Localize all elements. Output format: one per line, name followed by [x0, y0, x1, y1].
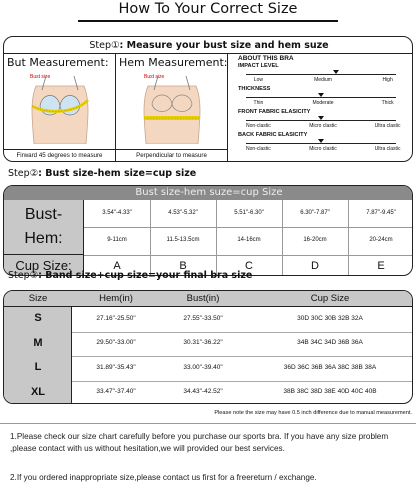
about-section-label: IMPACT LEVEL	[238, 63, 279, 69]
about-level-bar	[246, 97, 396, 98]
step2-label: Step②	[8, 168, 39, 179]
row-divider	[84, 255, 413, 256]
about-section-label: BACK FABRIC ELASICITY	[238, 132, 308, 138]
bust-measurement-caption: Firward 45 degrees to measure	[4, 149, 115, 159]
page-title-wrap	[0, 0, 416, 22]
cup-letter-cell: A	[113, 260, 121, 272]
hem-range-cell: 9-11cm	[107, 237, 127, 243]
cup-size-cell: 36D 36C 36B 36A 38C 38B 38A	[283, 363, 377, 371]
about-level-label: Medium	[314, 77, 332, 83]
cup-letter-cell: C	[245, 260, 253, 272]
cup-size-cell: 38B 38C 38D 38E 40D 40C 40B	[283, 388, 377, 396]
about-level-marker	[318, 116, 324, 120]
about-section	[238, 109, 408, 129]
hem-cell: 33.47"-37.40"	[96, 388, 136, 396]
hem-measurement-caption: Perpendicular to measure	[116, 149, 227, 159]
bust-range-cell: 5.51"-6.30"	[234, 210, 264, 216]
size-chart-table	[3, 290, 413, 404]
header-size: Size	[28, 293, 48, 304]
hem-range-cell: 16-20cm	[303, 237, 327, 243]
bust-cell: 27.55"-33.50"	[183, 314, 223, 322]
step2-heading	[8, 168, 196, 179]
step2-heading-text: : Bust size-hem size=cup size	[38, 168, 197, 179]
section-separator	[0, 423, 416, 424]
bust-hem-label	[4, 200, 84, 255]
hem-range-cell: 11.5-13.5cm	[166, 237, 200, 243]
cup-size-cell: 30D 30C 30B 32B 32A	[297, 314, 363, 322]
about-section	[238, 63, 408, 83]
about-level-label: Non-clastic	[246, 123, 271, 129]
cup-formula-band: Bust size-hem suze=cup Size	[4, 186, 413, 200]
hem-cell: 31.89"-35.43"	[96, 363, 136, 371]
step3-heading-text: : Band size+cup size=your final bra size	[38, 270, 253, 281]
about-level-label: Non-clastic	[246, 146, 271, 152]
bust-measurement-title: But Measurement:	[7, 56, 109, 69]
about-level-label: Low	[253, 77, 263, 83]
cup-letter-cell: E	[377, 260, 385, 272]
about-this-bra	[238, 55, 408, 159]
step1-heading	[4, 40, 413, 51]
bust-cell: 33.00"-39.40"	[183, 363, 223, 371]
row-divider	[84, 227, 413, 228]
about-section-label: FRONT FABRIC ELASICITY	[238, 109, 311, 115]
hem-size-tag: Bust size	[144, 74, 165, 80]
measurement-note: Please note the size may have 0.5 inch difference due to manual measurement.	[214, 410, 412, 416]
column-divider	[150, 200, 151, 276]
about-level-label: Thick	[381, 100, 394, 106]
bust-range-cell: 7.87"-9.45"	[366, 210, 396, 216]
about-level-marker	[333, 70, 339, 74]
hem-figure-illustration	[124, 70, 220, 144]
column-divider	[282, 200, 283, 276]
hem-range-cell: 14-16cm	[237, 237, 261, 243]
step1-label: Step①	[89, 40, 120, 51]
about-level-marker	[318, 139, 324, 143]
about-level-label: Micro clastic	[309, 123, 337, 129]
step3-label: Step③	[8, 270, 39, 281]
step1-panel	[3, 36, 413, 162]
step3-heading	[8, 270, 252, 281]
about-level-label: Thin	[253, 100, 264, 106]
table-row-divider	[72, 332, 413, 333]
cup-letter-cell: B	[179, 260, 187, 272]
header-cup-size: Cup Size	[310, 293, 350, 304]
bust-cell: 34.43"-42.52"	[183, 388, 223, 396]
bust-figure-illustration	[12, 70, 108, 144]
cup-size-label: Cup Size:	[4, 255, 84, 276]
size-chart-header	[4, 291, 413, 307]
table-row-divider	[72, 356, 413, 357]
about-section	[238, 132, 408, 152]
about-level-label: Moderate	[312, 100, 334, 106]
size-cell: M	[33, 336, 43, 349]
column-divider	[348, 200, 349, 276]
bust-cell: 30.31"-36.22"	[183, 339, 223, 347]
size-cell: XL	[30, 385, 46, 398]
header-bust: Bust(in)	[186, 293, 220, 304]
about-level-label: Ultra clastic	[374, 123, 401, 129]
cup-size-cell: 34B 34C 34D 36B 36A	[297, 339, 363, 347]
bust-range-cell: 6.30"-7.87"	[300, 210, 330, 216]
hem-measurement	[116, 54, 228, 162]
size-cell: S	[34, 312, 42, 325]
hem-measurement-title: Hem Measurement:	[119, 56, 228, 69]
size-advice-paragraph: 1.Please check our size chart carefully before you purchase our sports bra. If you have any size problem ,please contact with us without hesitation,we will provided our best services.	[10, 432, 389, 453]
size-cell: L	[34, 361, 42, 374]
about-level-bar	[246, 74, 396, 75]
header-hem: Hem(in)	[99, 293, 133, 304]
about-level-label: High	[382, 77, 393, 83]
about-level-bar	[246, 143, 396, 144]
bust-measurement	[4, 54, 116, 162]
about-section	[238, 86, 408, 106]
about-level-marker	[318, 93, 324, 97]
hem-range-cell: 20-24cm	[369, 237, 393, 243]
step1-heading-text: : Measure your bust size and hem suze	[119, 40, 329, 51]
cup-letter-cell: D	[311, 260, 319, 272]
bust-size-tag: Bust size	[30, 74, 51, 80]
about-level-label: Micro clastic	[309, 146, 337, 152]
page-title: How To Your Correct Size	[118, 1, 298, 17]
about-section-label: THICKNESS	[238, 86, 271, 92]
column-divider	[216, 200, 217, 276]
bust-hem-label-line2: Hem:	[24, 230, 63, 247]
return-exchange-paragraph: 2.If you ordered inappropriate size,please contact us first for a freereturn / exchange.	[10, 473, 317, 482]
hem-cell: 29.50"-33.00"	[96, 339, 136, 347]
about-heading: ABOUT THIS BRA	[238, 55, 294, 62]
title-underline	[78, 20, 338, 22]
bust-range-cell: 4.53"-5.32"	[168, 210, 198, 216]
table-row-divider	[72, 381, 413, 382]
about-level-bar	[246, 120, 396, 121]
bust-range-cell: 3.54"-4.33"	[102, 210, 132, 216]
hem-cell: 27.16"-25.50"	[96, 314, 136, 322]
step2-table	[3, 185, 413, 276]
bust-hem-label-line1: Bust-	[24, 206, 63, 223]
about-level-label: Ultra clastic	[374, 146, 401, 152]
